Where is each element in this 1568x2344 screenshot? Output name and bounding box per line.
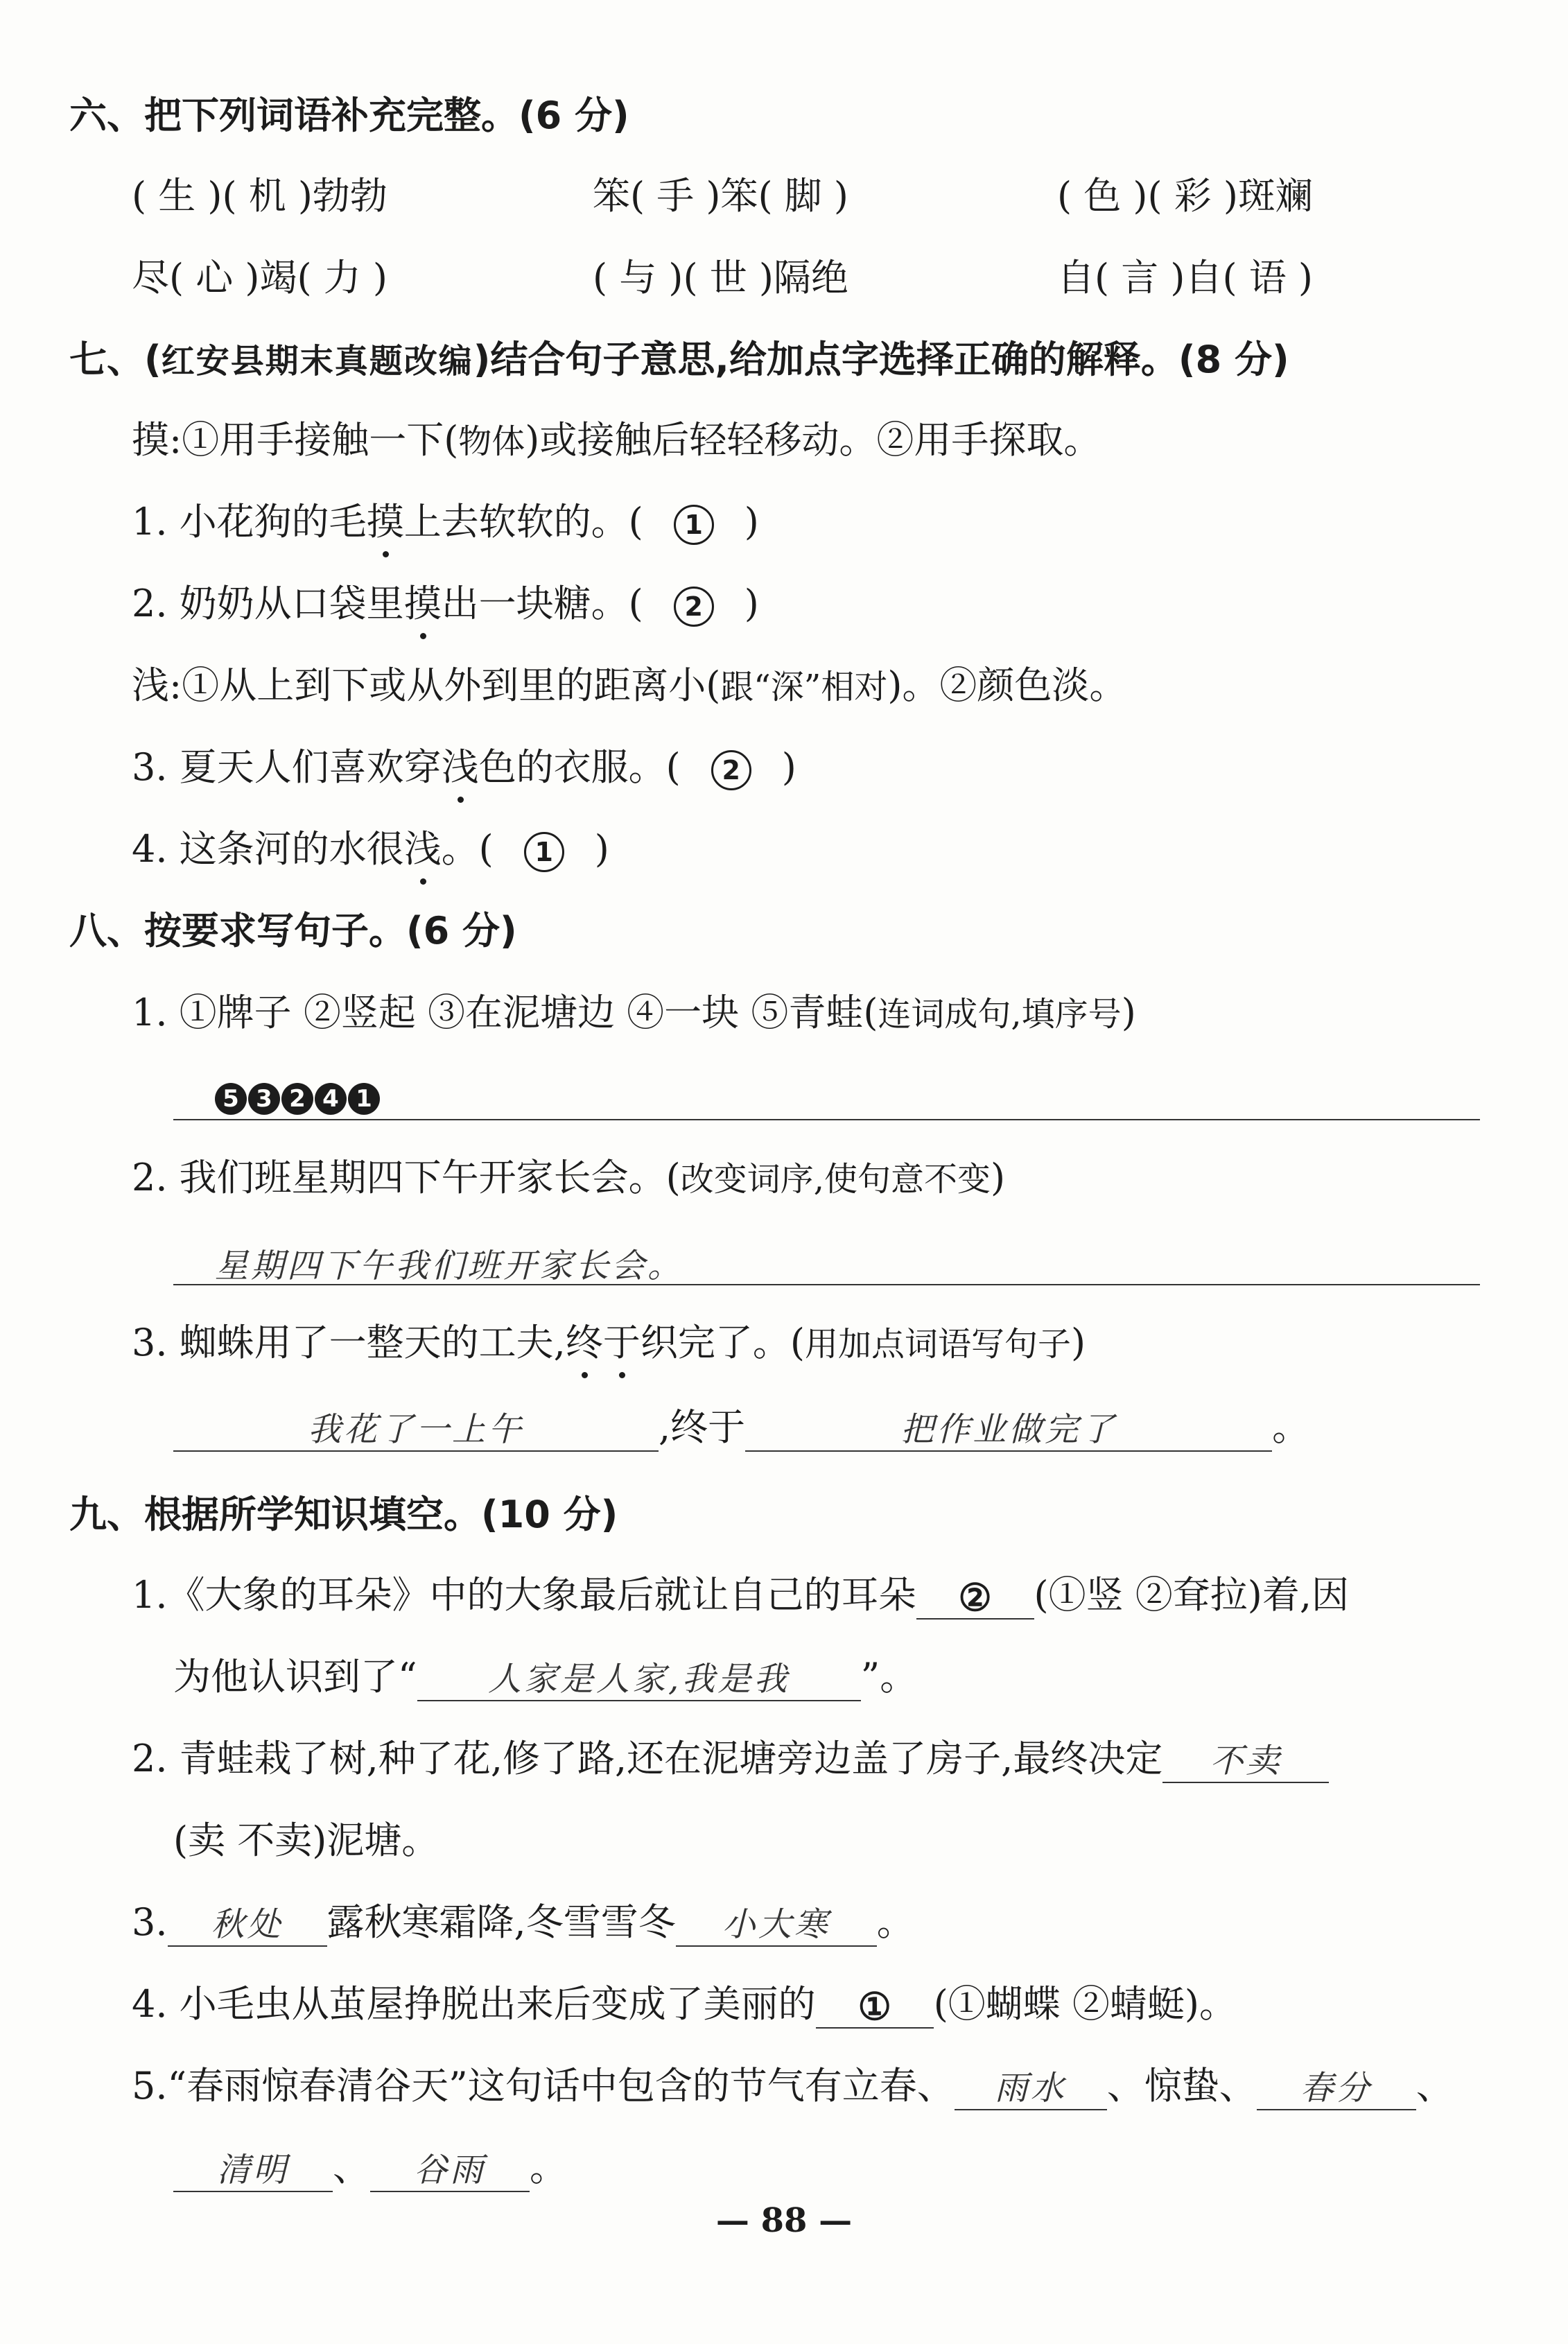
s6-row1-item2: 笨( 手 )笨( 脚 ) <box>593 174 848 218</box>
s9-q1-post: (①竖 ②耷拉)着,因 <box>1034 1573 1349 1617</box>
s7-question-4 <box>132 825 609 874</box>
s7-title-source: 红安县期末真题改编 <box>161 342 473 381</box>
s7-q2-post: 出一块糖。( <box>441 582 643 625</box>
s7-q3-end: ) <box>781 745 796 789</box>
s8-q2-end: ) <box>991 1156 1006 1199</box>
s7-q2-pre: 2. 奶奶从口袋里 <box>132 582 404 625</box>
s9-q4-pre: 4. 小毛虫从茧屋挣脱出来后变成了美丽的 <box>132 1982 816 2026</box>
s9-question-5 <box>132 2062 1454 2110</box>
s7-def1-pre: 摸:①用手接触一下( <box>132 418 459 462</box>
s9-q2-answer: 不卖 <box>1162 1740 1329 1783</box>
s8-question-1 <box>132 989 1136 1039</box>
page-number: — 88 — <box>715 2201 853 2240</box>
s7-q4-dotted-char: 浅 <box>404 825 442 874</box>
s8-q3-answer-2: 把作业做完了 <box>745 1409 1272 1452</box>
section-7-title <box>69 336 1289 385</box>
s8-q3-mid: ,终于 <box>659 1405 746 1449</box>
s8-q2-text: 2. 我们班星期四下午开家长会。( <box>132 1156 681 1199</box>
s9-question-2-cont: (卖 不卖)泥塘。 <box>173 1818 439 1862</box>
s9-q1-pre: 1.《大象的耳朵》中的大象最后就让自己的耳朵 <box>132 1573 916 1617</box>
s7-q3-dotted-char: 浅 <box>442 743 479 792</box>
s8-q3-answer-1: 我花了一上午 <box>173 1409 659 1452</box>
s9-q5-mid2: 、 <box>1415 2064 1454 2108</box>
s8-q1-note: 连词成句,填序号 <box>878 995 1122 1034</box>
s8-q3-post: 织完了。( <box>640 1321 805 1364</box>
s6-row1-item3: ( 色 )( 彩 )斑斓 <box>1057 174 1313 218</box>
s9-q5-tail: 。 <box>530 2146 567 2189</box>
s9-question-3 <box>132 1898 914 1947</box>
s7-title-pre: 七、( <box>69 338 162 381</box>
s7-q2-end: ) <box>744 582 759 625</box>
s9-q1b-answer: 人家是人家,我是我 <box>417 1658 861 1701</box>
s9-q3-mid: 露秋寒霜降,冬雪雪冬 <box>326 1900 676 1944</box>
s8-q1-answer-line <box>173 1119 1480 1120</box>
s7-q4-answer: 1 <box>524 832 564 872</box>
s7-question-1 <box>132 498 759 546</box>
s8-question-2 <box>132 1154 1005 1204</box>
s9-question-5-cont <box>173 2144 567 2192</box>
s9-question-1-cont <box>173 1653 917 1701</box>
s9-q5-answer-4: 谷雨 <box>370 2149 530 2192</box>
s9-q4-answer: ① <box>816 1986 934 2029</box>
s6-row2-item3: 自( 言 )自( 语 ) <box>1057 256 1313 299</box>
s8-q3-end: ) <box>1070 1321 1086 1364</box>
s9-q5-pre: 5.“春雨惊春清谷天”这句话中包含的节气有立春、 <box>132 2064 955 2108</box>
s9-q3-answer-2: 小大寒 <box>676 1904 877 1947</box>
s8-q1-answer-4: 4 <box>315 1083 347 1115</box>
s8-q2-note: 改变词序,使句意不变 <box>680 1160 991 1199</box>
s7-q3-post: 色的衣服。( <box>478 745 681 789</box>
s8-q3-pre: 3. 蜘蛛用了一整天的工夫, <box>132 1321 566 1364</box>
s7-def2-post: )。②颜色淡。 <box>887 663 1127 707</box>
s9-q5-mid1: 、惊蛰、 <box>1106 2064 1257 2108</box>
s8-q2-answer-line <box>173 1284 1480 1285</box>
s8-q1-text: 1. ①牌子 ②竖起 ③在泥塘边 ④一块 ⑤青蛙( <box>132 991 878 1034</box>
s9-q2-pre: 2. 青蛙栽了树,种了花,修了路,还在泥塘旁边盖了房子,最终决定 <box>132 1737 1163 1780</box>
section-9-title: 九、根据所学知识填空。(10 分) <box>69 1493 618 1536</box>
s8-q1-answer-2: 3 <box>248 1083 280 1115</box>
s7-def2-pre: 浅:①从上到下或从外到里的距离小( <box>132 663 721 707</box>
s7-title-post: )结合句子意思,给加点字选择正确的解释。(8 分) <box>473 338 1289 381</box>
s7-q1-pre: 1. 小花狗的毛 <box>132 500 367 544</box>
s8-question-3 <box>132 1319 1086 1369</box>
s7-question-3 <box>132 743 796 792</box>
s9-q3-tail: 。 <box>876 1900 914 1944</box>
s8-q1-end: ) <box>1121 991 1136 1034</box>
s8-q1-answer-5: 1 <box>348 1083 380 1115</box>
s7-q4-pre: 4. 这条河的水很 <box>132 827 404 871</box>
s7-q2-answer: 2 <box>674 587 714 627</box>
s9-q5-answer-1: 雨水 <box>955 2067 1107 2110</box>
s6-row1-item1: ( 生 )( 机 )勃勃 <box>132 174 387 218</box>
s7-q3-answer: 2 <box>711 750 751 790</box>
s9-q1b-pre: 为他认识到了“ <box>173 1655 417 1699</box>
s7-q4-end: ) <box>594 827 609 871</box>
s8-q1-answer <box>215 1080 381 1116</box>
s7-q4-post: 。( <box>441 827 494 871</box>
s9-q1-answer: ② <box>916 1577 1034 1620</box>
s7-question-2 <box>132 580 759 628</box>
s7-q1-answer: 1 <box>674 505 714 545</box>
s9-q5-answer-2: 春分 <box>1257 2067 1416 2110</box>
s7-def1-post: )或接触后轻轻移动。②用手探取。 <box>525 418 1101 462</box>
section-6-title: 六、把下列词语补充完整。(6 分) <box>69 94 629 137</box>
s7-q1-dotted-char: 摸 <box>367 498 404 546</box>
s6-row2-item2: ( 与 )( 世 )隔绝 <box>593 256 848 299</box>
s8-q3-tail: 。 <box>1272 1405 1310 1449</box>
s7-q2-dotted-char: 摸 <box>404 580 442 628</box>
s7-def-mo <box>132 416 1101 466</box>
s9-question-2 <box>132 1735 1329 1783</box>
section-8-title: 八、按要求写句子。(6 分) <box>69 909 517 953</box>
s8-q3-dotted-char-1: 终 <box>566 1319 603 1367</box>
s7-def2-mid: 跟“深”相对 <box>720 668 888 706</box>
s7-def1-mid: 物体 <box>458 422 525 461</box>
s9-q1b-post: ”。 <box>860 1655 918 1699</box>
s9-q5-mid3: 、 <box>333 2146 370 2189</box>
s8-q1-answer-3: 2 <box>281 1083 313 1115</box>
s9-q3-answer-1: 秋处 <box>168 1904 327 1947</box>
s9-q5-answer-3: 清明 <box>173 2149 333 2192</box>
s7-def-qian <box>132 661 1126 711</box>
s8-q3-note: 用加点词语写句子 <box>804 1325 1071 1364</box>
s9-q4-post: (①蝴蝶 ②蜻蜓)。 <box>933 1982 1237 2026</box>
s9-question-1 <box>132 1571 1349 1620</box>
s9-question-4 <box>132 1980 1237 2029</box>
s8-q3-answer-row <box>173 1403 1309 1452</box>
s9-q3-pre: 3. <box>132 1900 168 1944</box>
s6-row2-item1: 尽( 心 )竭( 力 ) <box>132 256 387 299</box>
s7-q1-end: ) <box>744 500 759 544</box>
s7-q3-pre: 3. 夏天人们喜欢穿 <box>132 745 442 789</box>
s8-q2-answer: 星期四下午我们班开家长会。 <box>215 1247 684 1285</box>
s8-q3-dotted-char-2: 于 <box>603 1319 641 1367</box>
s7-q1-post: 上去软软的。( <box>403 500 643 544</box>
s8-q1-answer-1: 5 <box>215 1083 247 1115</box>
